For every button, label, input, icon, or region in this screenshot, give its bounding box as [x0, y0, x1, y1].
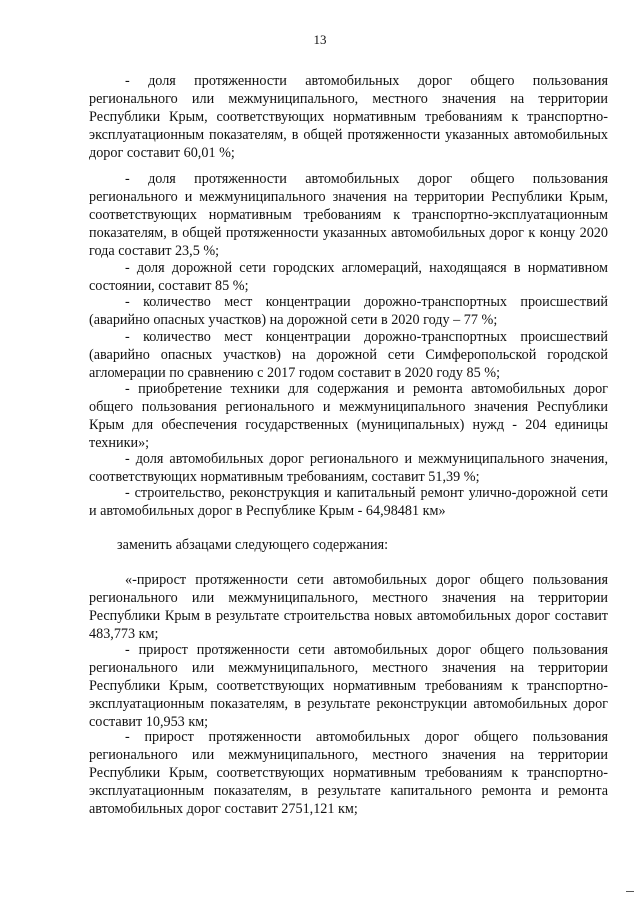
old-paragraph-2: - доля протяженности автомобильных дорог общего пользования регионального и межмуниципального значения на территории Республики Крым, соответствующих нормативным требованиям к транспортно-эксплуатационным показателям, в общей протяженности указанных автомобильных дорог к концу 2020 года составит 23,5 %;: [89, 171, 608, 259]
old-paragraph-3: - доля дорожной сети городских агломераций, находящаяся в нормативном состоянии, составит 85 %;: [89, 260, 608, 294]
new-paragraph-2: - прирост протяженности сети автомобильных дорог общего пользования регионального или межмуниципального, местного значения на территории Республики Крым, соответствующих нормативным требованиям к транспортно-эксплуатационным показателям, в результате реконструкции автомобильных дорог составит 10,953 км;: [89, 642, 608, 730]
old-paragraph-7: - доля автомобильных дорог регионального и межмуниципального значения, соответствующих нормативным требованиям, составит 51,39 %;: [89, 451, 608, 485]
page-number: 13: [313, 32, 327, 47]
old-paragraph-5: - количество мест концентрации дорожно-транспортных происшествий (аварийно опасных участков) на дорожной сети Симферопольской городской агломерации по сравнению с 2017 годом составит в 2020 году 85 %;: [89, 329, 608, 381]
scan-mark: [626, 891, 634, 892]
new-paragraph-1: «-прирост протяженности сети автомобильных дорог общего пользования регионального или межмуниципального, местного значения на территории Республики Крым в результате строительства новых автомобильных дорог составит 483,773 км;: [89, 572, 608, 642]
old-paragraph-1: - доля протяженности автомобильных дорог общего пользования регионального или межмуниципального, местного значения на территории Республики Крым, соответствующих нормативным требованиям к транспортно-эксплуатационным показателям, в общей протяженности указанных автомобильных дорог составит 60,01 %;: [89, 73, 608, 161]
old-paragraph-6: - приобретение техники для содержания и ремонта автомобильных дорог общего пользования регионального и межмуниципального значения Республики Крым для обеспечения государственных (муниципальных) нужд - 204 единицы техники»;: [89, 381, 608, 451]
new-paragraph-3: - прирост протяженности автомобильных дорог общего пользования регионального или межмуниципального, местного значения на территории Республики Крым, соответствующих нормативным требованиям к транспортно-эксплуатационным показателям, в результате капитального ремонта и ремонта автомобильных дорог составит 2751,121 км;: [89, 729, 608, 817]
old-paragraph-8: - строительство, реконструкция и капитальный ремонт улично-дорожной сети и автомобильных дорог в Республике Крым - 64,98481 км»: [89, 485, 608, 519]
replace-intro: заменить абзацами следующего содержания:: [117, 537, 389, 553]
old-paragraph-4: - количество мест концентрации дорожно-транспортных происшествий (аварийно опасных участков) на дорожной сети в 2020 году – 77 %;: [89, 294, 608, 328]
